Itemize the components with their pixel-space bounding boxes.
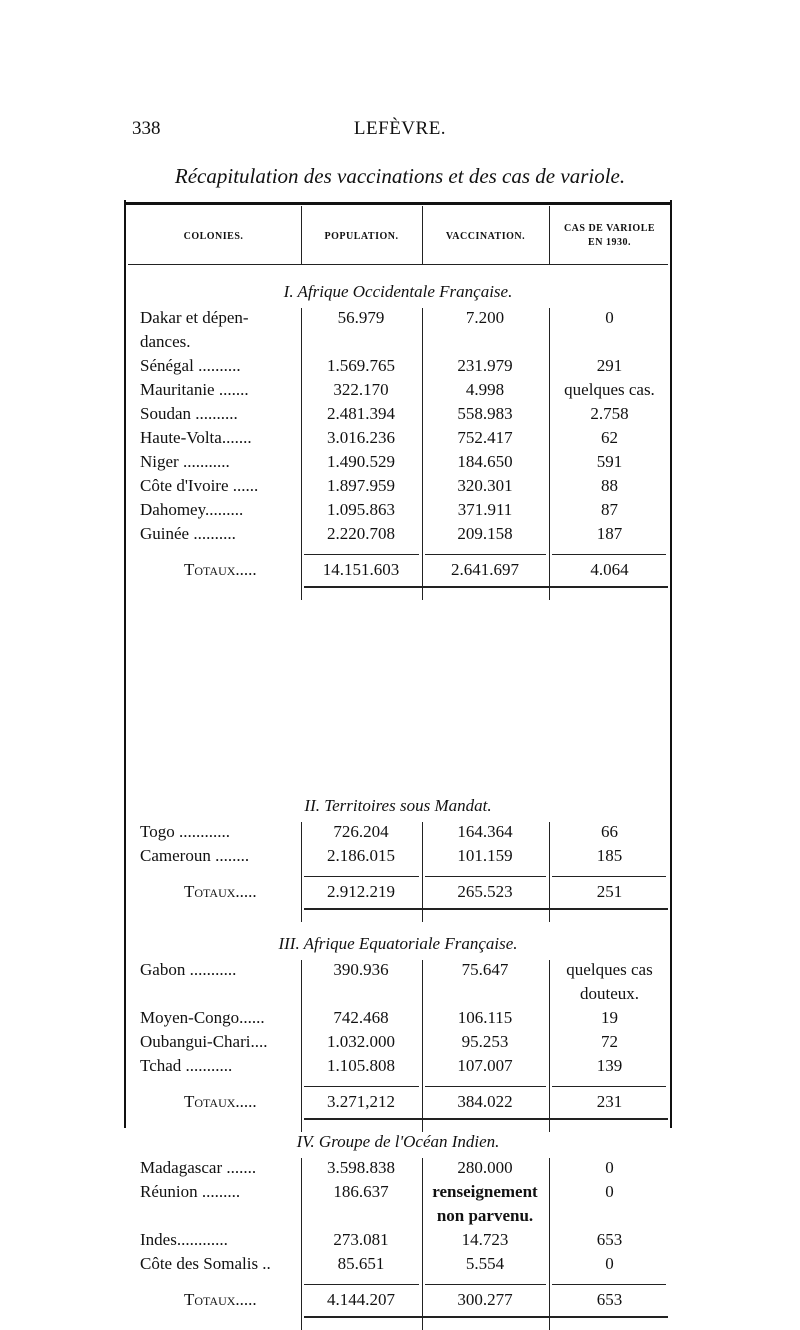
colony-name: dances. <box>140 332 191 351</box>
total-population: 14.151.603 <box>322 560 400 579</box>
vaccination-cell: 752.417 <box>457 428 513 447</box>
total-cas: 653 <box>596 1290 623 1309</box>
colony-name: Gabon ........... <box>140 960 237 979</box>
population-header: POPULATION. <box>324 231 399 242</box>
cas-variole-cell: quelques cas <box>566 960 653 979</box>
colonies-header: COLONIES. <box>183 231 244 242</box>
colony-name: Togo ............ <box>140 822 230 841</box>
subtotal-rule <box>425 1086 546 1087</box>
vaccination-cell: 106.115 <box>457 1008 513 1027</box>
subtotal-rule <box>425 554 546 555</box>
colony-name: Mauritanie ....... <box>140 380 249 399</box>
vaccination-cell: 371.911 <box>457 500 513 519</box>
table-row <box>124 822 672 846</box>
vaccination-cell: 184.650 <box>457 452 513 471</box>
table-row <box>124 1056 672 1080</box>
total-vaccination: 384.022 <box>457 1092 513 1111</box>
colony-name: Dahomey......... <box>140 500 244 519</box>
table-row <box>124 846 672 870</box>
vaccination-cell: 14.723 <box>461 1230 509 1249</box>
subtotal-rule <box>552 1284 666 1285</box>
table-row <box>124 1032 672 1056</box>
subtotal-rule <box>304 1284 419 1285</box>
total-rule <box>304 1118 668 1120</box>
total-cas: 231 <box>596 1092 623 1111</box>
section-title: II. Territoires sous Mandat. <box>304 796 492 815</box>
table-row <box>124 1008 672 1032</box>
cas-variole-cell: 62 <box>601 428 618 447</box>
table-row <box>124 308 672 332</box>
table-border-top <box>124 202 672 205</box>
table-row <box>124 984 672 1008</box>
population-cell: 1.105.808 <box>327 1056 395 1075</box>
section-title: IV. Groupe de l'Océan Indien. <box>296 1132 500 1151</box>
population-cell: 1.032.000 <box>327 1032 395 1051</box>
cas-variole-cell: 139 <box>596 1056 623 1075</box>
population-cell: 2.220.708 <box>327 524 395 543</box>
table-row <box>124 960 672 984</box>
colony-name: Haute-Volta....... <box>140 428 252 447</box>
total-population: 4.144.207 <box>327 1290 395 1309</box>
cas-variole-cell: 2.758 <box>590 404 629 423</box>
table-row <box>124 1158 672 1182</box>
population-cell: 1.569.765 <box>327 356 395 375</box>
table-row <box>124 1206 672 1230</box>
population-cell: 742.468 <box>333 1008 389 1027</box>
subtotal-rule <box>552 876 666 877</box>
total-vaccination: 2.641.697 <box>451 560 519 579</box>
cas-header-line1: CAS DE VARIOLE <box>563 223 656 234</box>
recap-table <box>124 200 672 1309</box>
vaccination-cell: 164.364 <box>457 822 513 841</box>
population-cell: 2.186.015 <box>327 846 395 865</box>
population-cell: 3.016.236 <box>327 428 395 447</box>
colony-name: Madagascar ....... <box>140 1158 257 1177</box>
cas-variole-cell: 72 <box>601 1032 618 1051</box>
colony-name: Dakar et dépen- <box>140 308 249 327</box>
cas-header-line2: EN 1930. <box>588 237 631 248</box>
subtotal-rule <box>304 876 419 877</box>
table-row <box>124 1230 672 1254</box>
section-title: III. Afrique Equatoriale Française. <box>278 934 518 953</box>
cas-variole-cell: 591 <box>596 452 623 471</box>
table-row <box>124 1182 672 1206</box>
running-header <box>0 118 800 142</box>
table-row <box>124 380 672 404</box>
vaccination-cell: 95.253 <box>461 1032 509 1051</box>
vaccination-header: VACCINATION. <box>445 231 526 242</box>
total-cas: 251 <box>596 882 623 901</box>
population-cell: 2.481.394 <box>327 404 395 423</box>
colony-name: Côte des Somalis .. <box>140 1254 271 1273</box>
vaccination-cell: 4.998 <box>465 380 505 399</box>
total-rule <box>304 1316 668 1318</box>
population-cell: 726.204 <box>333 822 389 841</box>
subtotal-rule <box>552 1086 666 1087</box>
population-cell: 273.081 <box>333 1230 389 1249</box>
table-row <box>124 356 672 380</box>
totaux-label: Totaux..... <box>184 1290 257 1309</box>
total-population: 2.912.219 <box>327 882 395 901</box>
totaux-label: Totaux..... <box>184 1092 257 1111</box>
population-cell: 1.897.959 <box>327 476 395 495</box>
cas-variole-cell: 66 <box>601 822 618 841</box>
vaccination-cell: 231.979 <box>457 356 513 375</box>
table-title: Récapitulation des vaccinations et des cas de variole. <box>174 164 626 188</box>
table-row <box>124 332 672 356</box>
colony-name: Réunion ......... <box>140 1182 241 1201</box>
population-cell: 322.170 <box>333 380 389 399</box>
totaux-label: Totaux..... <box>184 560 257 579</box>
cas-variole-cell: 291 <box>596 356 623 375</box>
population-cell: 1.095.863 <box>327 500 395 519</box>
section-title: I. Afrique Occidentale Française. <box>283 282 513 301</box>
population-cell: 3.598.838 <box>327 1158 395 1177</box>
colony-name: Soudan .......... <box>140 404 238 423</box>
vaccination-cell: 209.158 <box>457 524 513 543</box>
cas-variole-cell: douteux. <box>579 984 640 1003</box>
population-cell: 186.637 <box>333 1182 389 1201</box>
cas-variole-cell: 0 <box>605 308 614 327</box>
table-row <box>124 524 672 548</box>
population-cell: 56.979 <box>337 308 385 327</box>
vaccination-cell: 280.000 <box>457 1158 513 1177</box>
subtotal-rule <box>552 554 666 555</box>
vaccination-cell: non parvenu. <box>436 1206 534 1225</box>
subtotal-rule <box>304 1086 419 1087</box>
colony-name: Niger ........... <box>140 452 230 471</box>
colony-name: Sénégal .......... <box>140 356 241 375</box>
subtotal-rule <box>425 1284 546 1285</box>
subtotal-rule <box>304 554 419 555</box>
table-row <box>124 404 672 428</box>
subtotal-rule <box>425 876 546 877</box>
vaccination-cell: 320.301 <box>457 476 513 495</box>
colony-name: Cameroun ........ <box>140 846 250 865</box>
table-row <box>124 452 672 476</box>
total-row <box>124 560 672 584</box>
population-cell: 85.651 <box>337 1254 385 1273</box>
table-row <box>124 476 672 500</box>
colony-name: Guinée .......... <box>140 524 236 543</box>
vaccination-cell: renseignement <box>432 1182 538 1201</box>
total-row <box>124 882 672 906</box>
table-row <box>124 500 672 524</box>
total-vaccination: 265.523 <box>457 882 513 901</box>
header-rule <box>128 264 668 265</box>
cas-variole-cell: 87 <box>601 500 618 519</box>
cas-variole-cell: 0 <box>605 1182 614 1201</box>
running-head-title: LEFÈVRE. <box>353 118 447 139</box>
vaccination-cell: 558.983 <box>457 404 513 423</box>
cas-variole-cell: 0 <box>605 1158 614 1177</box>
colony-name: Côte d'Ivoire ...... <box>140 476 259 495</box>
colony-name: Moyen-Congo...... <box>140 1008 265 1027</box>
cas-variole-cell: 88 <box>601 476 618 495</box>
cas-variole-cell: 653 <box>596 1230 623 1249</box>
vaccination-cell: 5.554 <box>465 1254 505 1273</box>
colony-name: Oubangui-Chari.... <box>140 1032 268 1051</box>
cas-variole-cell: 185 <box>596 846 623 865</box>
total-population: 3.271,212 <box>327 1092 395 1111</box>
cas-variole-header <box>549 222 670 250</box>
cas-variole-cell: 187 <box>596 524 623 543</box>
colony-name: Indes............ <box>140 1230 228 1249</box>
colony-name: Tchad ........... <box>140 1056 233 1075</box>
total-rule <box>304 586 668 588</box>
vaccination-cell: 75.647 <box>461 960 509 979</box>
totaux-label: Totaux..... <box>184 882 257 901</box>
total-vaccination: 300.277 <box>457 1290 513 1309</box>
total-cas: 4.064 <box>590 560 629 579</box>
cas-variole-cell: quelques cas. <box>564 380 655 399</box>
page-number: 338 <box>132 118 161 139</box>
table-row <box>124 1254 672 1278</box>
total-rule <box>304 908 668 910</box>
cas-variole-cell: 0 <box>605 1254 614 1273</box>
total-row <box>124 1290 672 1314</box>
vaccination-cell: 7.200 <box>465 308 505 327</box>
vaccination-cell: 101.159 <box>457 846 513 865</box>
population-cell: 1.490.529 <box>327 452 395 471</box>
vaccination-cell: 107.007 <box>457 1056 513 1075</box>
population-cell: 390.936 <box>333 960 389 979</box>
cas-variole-cell: 19 <box>601 1008 618 1027</box>
total-row <box>124 1092 672 1116</box>
table-row <box>124 428 672 452</box>
